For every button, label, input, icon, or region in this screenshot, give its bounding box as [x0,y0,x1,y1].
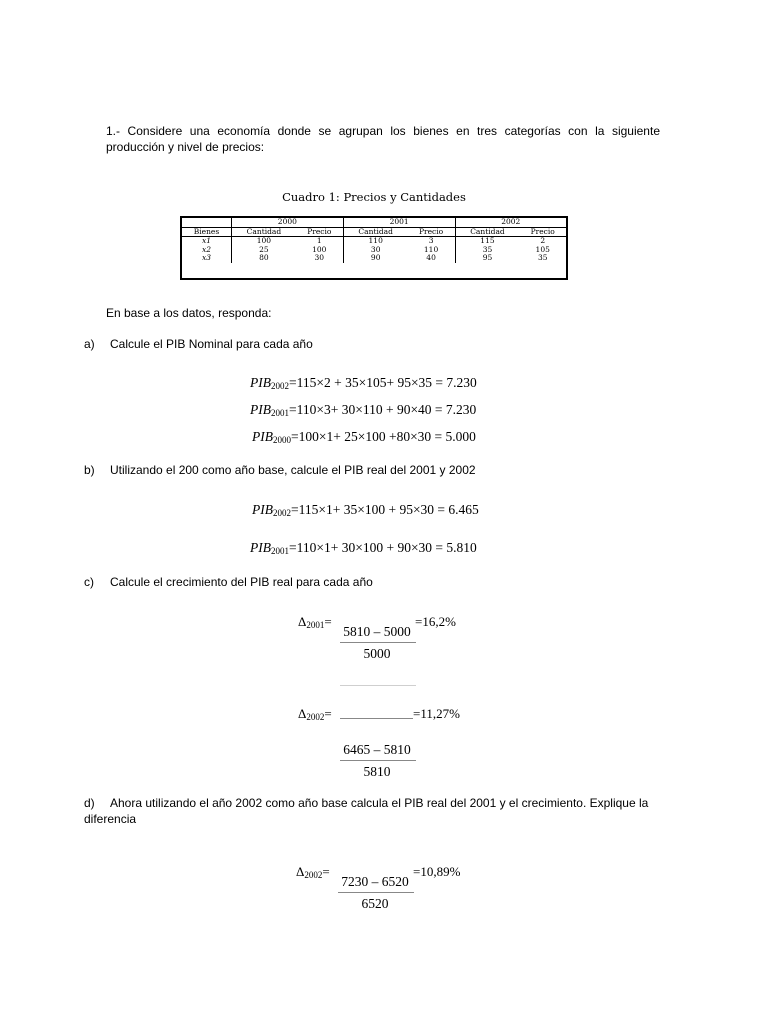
equation-pib-nominal-2001 [250,402,476,418]
fraction-line [338,892,414,893]
table-cell: 40 [426,253,436,262]
table-cell: 35 [455,246,519,255]
question-c [84,575,373,589]
equation-variable: PIB [250,540,271,555]
good-label: x1 [201,236,211,245]
table-cell: 110 [423,244,439,254]
question-text: Ahora utilizando el año 2002 como año base calcula el PIB real del 2001 y el crecimiento. Explique la diferencia [84,796,649,826]
column-header: Precio [408,227,455,237]
table-cell: 115 [455,237,519,246]
fraction-line [340,718,413,719]
question-d [84,795,664,827]
table-year-row [182,218,566,227]
question-text: Utilizando el 200 como año base, calcule el PIB real del 2001 y 2002 [110,463,476,477]
table-cell: 30 [343,246,407,255]
question-text: Calcule el PIB Nominal para cada año [110,337,313,351]
question-marker: a) [84,337,95,351]
column-header: Precio [296,227,343,237]
equation-pib-nominal-2002 [250,375,477,391]
growth-2001-result: =16,2% [415,614,456,629]
equation-variable: PIB [252,429,273,444]
table-cell: 35 [537,253,548,262]
table-cell: 1 [316,236,322,245]
column-header: Cantidad [455,227,519,237]
equation-expression: =110×1+ 30×100 + 90×30 = 5.810 [289,540,477,555]
question-b [84,463,476,477]
table-cell: 30 [314,253,325,262]
table-corner [182,218,231,227]
equation-expression: =115×1+ 35×100 + 95×30 = 6.465 [291,502,479,517]
equation-expression: =100×1+ 25×100 +80×30 = 5.000 [291,429,476,444]
delta-symbol: Δ [298,706,307,721]
table-cell: 90 [343,254,407,263]
growth-2001-denominator: 5000 [363,646,391,661]
good-label: x3 [201,253,211,262]
column-header: Cantidad [343,227,407,237]
delta-symbol: Δ [296,864,305,879]
table-cell: 3 [428,236,434,245]
table-cell: 105 [535,244,550,254]
intro-paragraph: 1.- Considere una economía donde se agrupan los bienes en tres categorías con la siguiente producción y nivel de precios: [106,124,660,154]
prompt-text: En base a los datos, responda: [106,306,272,320]
growth-subscript: 2002 [304,870,323,880]
equation-pib-nominal-2000 [252,429,476,445]
fraction-line [340,760,416,761]
equation-variable: PIB [250,402,271,417]
equation-subscript: 2001 [271,546,289,556]
divider-line [340,685,416,686]
equation-subscript: 2000 [273,435,291,445]
table-cell: 110 [343,237,407,246]
question-marker: d) [84,796,95,810]
table-cell: 80 [231,254,295,263]
table-cell: 100 [312,244,327,254]
fraction-line [340,642,416,643]
column-header: Precio [519,227,566,237]
growth-subscript: 2002 [306,712,325,722]
growth-equals: = [324,706,332,721]
growth-d-label [296,864,330,880]
growth-2001-label [298,614,332,630]
equation-pib-real-2001 [250,540,477,556]
column-header: Cantidad [231,227,295,237]
growth-d-numerator: 7230 – 6520 [341,874,409,889]
table-caption: Cuadro 1: Precios y Cantidades [282,190,466,204]
table-row [182,254,566,263]
growth-2002-numerator: 6465 – 5810 [343,742,411,757]
equation-pib-real-2002 [252,502,479,518]
year-header: 2001 [343,218,455,227]
year-header: 2000 [231,218,343,227]
growth-2002-result: =11,27% [413,706,460,721]
question-a [84,337,313,351]
equation-subscript: 2002 [273,508,291,518]
equation-expression: =115×2 + 35×105+ 95×35 = 7.230 [289,375,477,390]
bienes-header: Bienes [182,227,231,237]
price-quantity-table [180,216,568,280]
delta-symbol: Δ [298,614,307,629]
growth-2002-denominator: 5810 [363,764,391,779]
growth-d-result: =10,89% [413,864,461,879]
question-marker: b) [84,463,95,477]
equation-variable: PIB [252,502,273,517]
good-label: x2 [201,244,211,254]
equation-subscript: 2002 [271,381,289,391]
growth-equals: = [324,614,332,629]
growth-equals: = [322,864,330,879]
growth-2001-numerator: 5810 – 5000 [343,624,411,639]
equation-variable: PIB [250,375,271,390]
year-header: 2002 [455,218,566,227]
question-text: Calcule el crecimiento del PIB real para cada año [110,575,373,589]
table-cell: 25 [231,246,295,255]
growth-2002-label [298,706,332,722]
equation-subscript: 2001 [271,408,289,418]
question-marker: c) [84,575,94,589]
table-cell: 100 [231,237,295,246]
equation-expression: =110×3+ 30×110 + 90×40 = 7.230 [289,402,477,417]
growth-d-denominator: 6520 [361,896,389,911]
growth-subscript: 2001 [306,620,325,630]
table-cell: 95 [455,254,519,263]
table-cell: 2 [540,236,546,245]
